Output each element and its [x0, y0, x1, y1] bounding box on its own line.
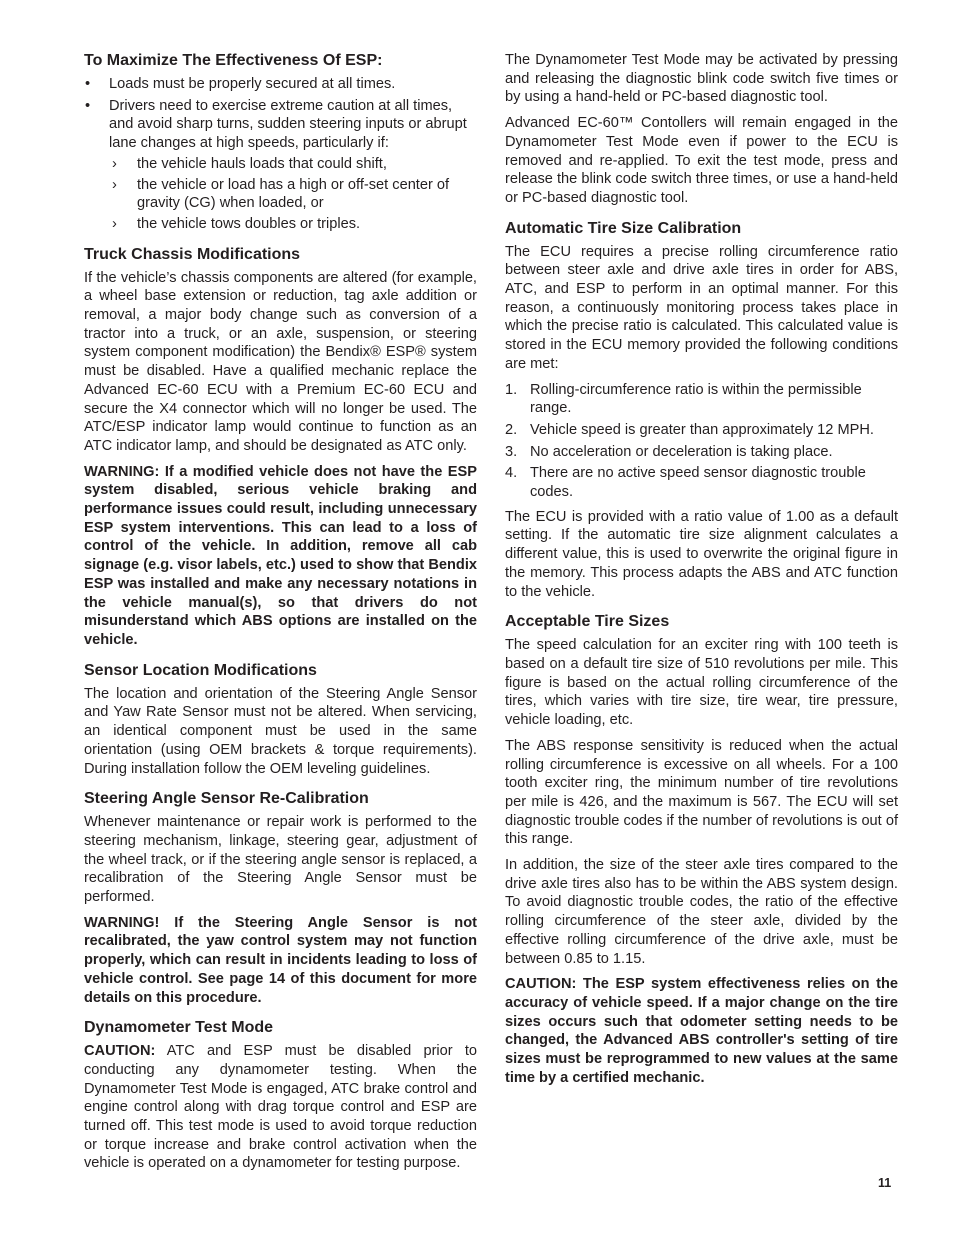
- auto-heading: Automatic Tire Size Calibration: [505, 219, 742, 237]
- sensor-section: [84, 661, 477, 779]
- dyno-heading: Dynamometer Test Mode: [84, 1019, 274, 1037]
- sub-list-item: › the vehicle or load has a high or off-set center of gravity (CG) when loaded, or: [109, 176, 477, 213]
- list-item: 1. Rolling-circumference ratio is within the permissible range.: [505, 381, 862, 417]
- truck-section: [84, 245, 477, 650]
- truck-paragraph: If the vehicle’s chassis components are altered (for example, a wheel base extension or reduction, tag axle addition or removal, a major body change such as conversion of a tractor into a truck, or an axle, suspension, or steering system component modification) the Bendix® ESP® system must be disabled. Have a qualified mechanic replace the Advanced EC-60 ECU with a Premium EC-60 ECU and secure the X4 connector which will no longer be used. The ATC/ESP indicator lamp would continue to function as an ATC indicator lamp, and should be designated as ATC only.: [84, 269, 477, 454]
- left-column: [84, 51, 477, 1180]
- dyno-paragraph-3: Advanced EC-60™ Contollers will remain engaged in the Dynamometer Test Mode even if power to the ECU is removed and re-applied. To exit the test mode, press and release the blink code switch three times, or use a hand-held or PC-based diagnostic tool.: [505, 115, 898, 206]
- esp-heading: To Maximize The Effectiveness Of ESP:: [84, 52, 383, 69]
- auto-paragraph-2: The ECU is provided with a ratio value of 1.00 as a default setting. If the automatic tire size alignment calculates a different value, this is used to overwrite the original figure in the memory. This process adapts the ABS and ATC function to the vehicle.: [505, 508, 898, 600]
- truck-heading: Truck Chassis Modifications: [84, 245, 301, 263]
- esp-bullet-list: [84, 75, 477, 234]
- tire-paragraph-1: The speed calculation for an exciter ring with 100 teeth is based on a default tire size of 510 revolutions per mile. This figure is based on the actual rolling circumference of the tires, which varies with tire size, tire wear, tire pressure, vehicle loading, etc.: [505, 637, 898, 729]
- caution-label: CAUTION:: [84, 1043, 156, 1060]
- list-item: 4. There are no active speed sensor diagnostic trouble codes.: [505, 465, 866, 501]
- esp-sub-list: [109, 155, 477, 234]
- list-item: • Drivers need to exercise extreme caution at all times, and avoid sharp turns, sudden steering inputs or abrupt lane changes at high speeds, particularly if: › the vehicle hauls loads that could shift, › the vehicle or load has a high or off-set center of gravity (CG) when loaded, or › the vehicle tows doubles or triples.: [84, 97, 477, 234]
- steer-section: [84, 789, 477, 1007]
- tire-heading: Acceptable Tire Sizes: [505, 613, 670, 631]
- page-number: 11: [878, 1176, 892, 1190]
- list-item: 2. Vehicle speed is greater than approximately 12 MPH.: [505, 421, 874, 438]
- sub-list-item: › the vehicle hauls loads that could shift,: [109, 155, 477, 174]
- dyno-section: [84, 1018, 477, 1173]
- list-item: • Loads must be properly secured at all times.: [84, 75, 477, 94]
- tire-caution: CAUTION: The ESP system effectiveness relies on the accuracy of vehicle speed. If a major change on the tire sizes occurs such that odometer setting needs to be changed, the Advanced ABS controller's setting of tire sizes must be reprogrammed to new values at the same time by a certified mechanic.: [505, 976, 898, 1086]
- conditions-list: [505, 381, 898, 502]
- sub-list-item: › the vehicle tows doubles or triples.: [109, 215, 477, 234]
- truck-warning: WARNING: If a modified vehicle does not have the ESP system disabled, serious vehicle braking and performance issues could result, including unnecessary ESP system interventions. This can lead to a loss of control of the vehicle. In addition, remove all cab signage (e.g. visor labels, etc.) used to show that Bendix ESP was installed and make any necessary notations in the vehicle manual(s), so that drivers do not misunderstand which ABS options are installed on the vehicle.: [84, 463, 477, 648]
- auto-paragraph: The ECU requires a precise rolling circumference ratio between steer axle and drive axle tires in order for ABS, ATC, and ESP to perform in an optimal manner. For this reason, a continuously monitoring process takes place in which the precise ratio is calculated. This calculated value is stored in the ECU memory provided the following conditions are met:: [505, 243, 898, 372]
- sensor-heading: Sensor Location Modifications: [84, 661, 317, 679]
- dyno-paragraph: CAUTION: ATC and ESP must be disabled prior to conducting any dynamometer testing. When the Dynamometer Test Mode is engaged, ATC brake control and engine control along with drag torque control and ESP are turned off. This test mode is used to avoid torque reduction or torque increase and brake control activation when the vehicle is operated on a dynamometer for testing purpose.: [84, 1043, 478, 1172]
- tire-paragraph-2: The ABS response sensitivity is reduced when the actual rolling circumference is excessive on all wheels. For a 100 tooth exciter ring, the minimum number of tire revolutions per mile is 426, and the maximum is 567. The ECU will set diagnostic trouble codes if the number of revolutions is out of this range.: [505, 737, 898, 848]
- list-item: 3. No acceleration or deceleration is taking place.: [505, 443, 833, 460]
- sensor-paragraph: The location and orientation of the Steering Angle Sensor and Yaw Rate Sensor must not be altered. When servicing, an identical component must be used in the same orientation (using OEM brackets & torque requirements). During installation follow the OEM leveling guidelines.: [84, 685, 477, 777]
- steer-paragraph: Whenever maintenance or repair work is performed to the steering mechanism, linkage, steering gear, adjustment of the wheel track, or if the steering angle sensor is replaced, a recalibration of the Steering Angle Sensor must be performed.: [84, 814, 477, 906]
- steer-heading: Steering Angle Sensor Re-Calibration: [84, 790, 369, 808]
- tire-paragraph-3: In addition, the size of the steer axle tires compared to the drive axle tires also has to be within the ABS system design. To avoid diagnostic trouble codes, the ratio of the effective rolling circumference of the steer axle, divided by the effective rolling circumference of the drive axle, must be between 0.85 to 1.15.: [505, 857, 898, 967]
- right-column: [505, 51, 898, 1094]
- steer-warning: WARNING! If the Steering Angle Sensor is not recalibrated, the yaw control system may not function properly, which can result in incidents leading to loss of vehicle control. See page 14 of this document for more details on this procedure.: [84, 914, 477, 1006]
- tire-section: [505, 612, 898, 1087]
- dyno-paragraph-2: The Dynamometer Test Mode may be activated by pressing and releasing the diagnostic blink code switch five times or by using a hand-held or PC-based diagnostic tool.: [505, 52, 898, 106]
- auto-section: [505, 219, 898, 602]
